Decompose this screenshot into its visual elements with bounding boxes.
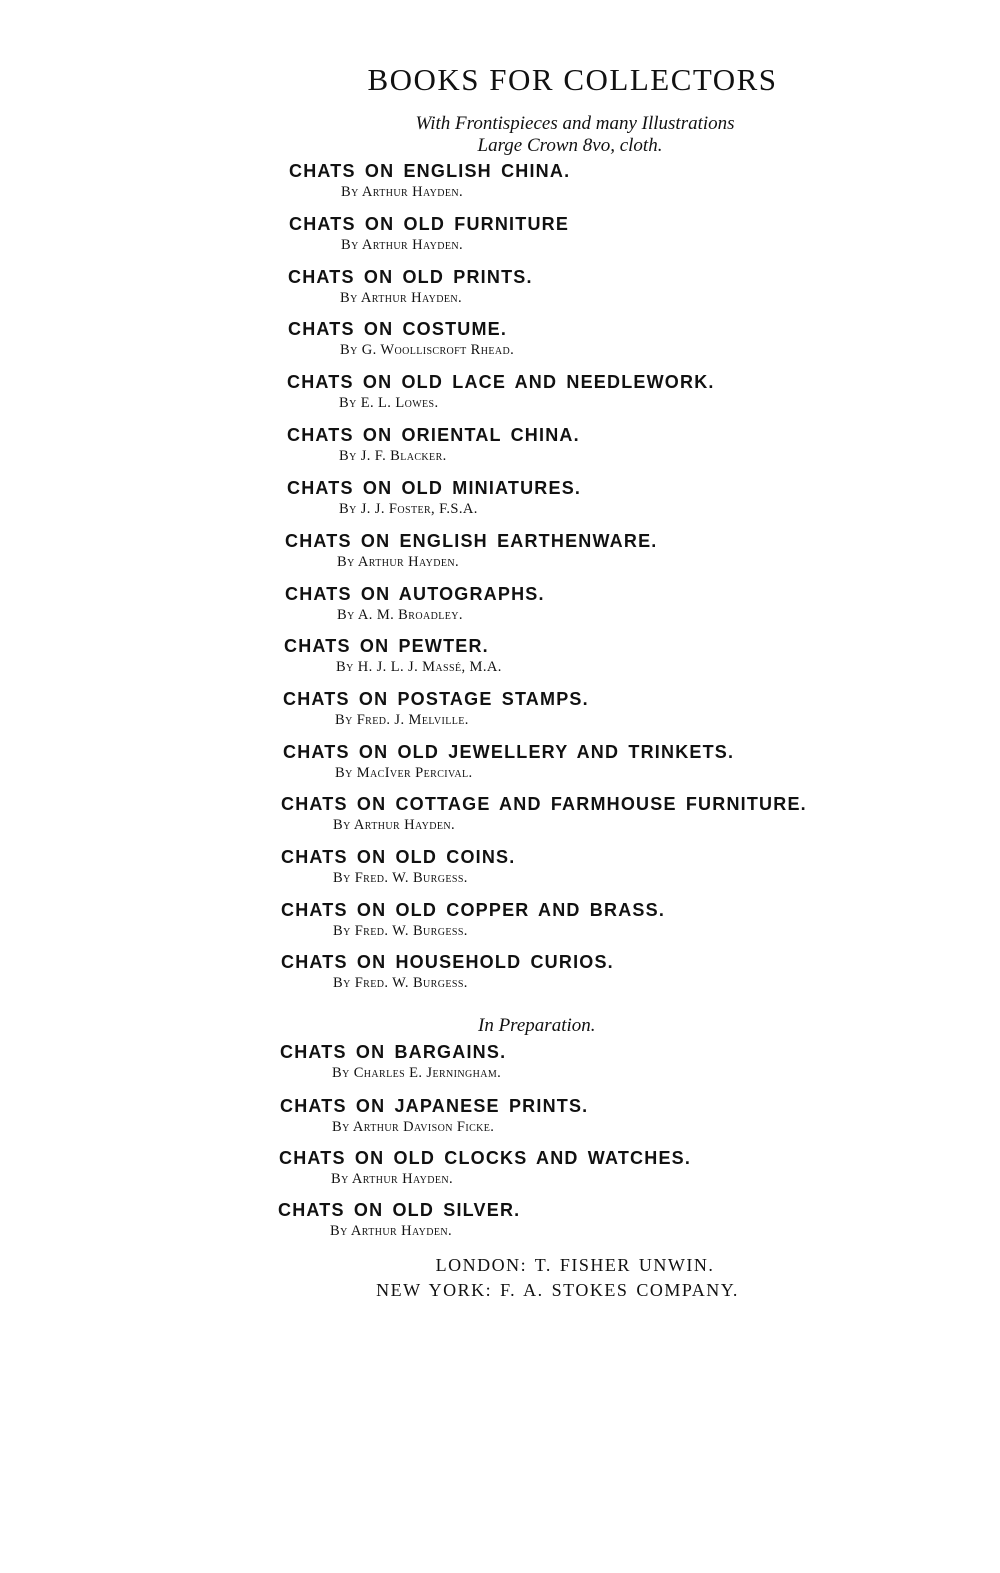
book-title: CHATS ON OLD LACE AND NEEDLEWORK. bbox=[287, 372, 715, 392]
book-entry bbox=[280, 1042, 506, 1082]
book-author: By G. Woolliscroft Rhead. bbox=[340, 342, 515, 358]
book-entry bbox=[289, 161, 570, 201]
book-entry bbox=[289, 214, 569, 254]
book-entry bbox=[281, 952, 614, 992]
book-entry bbox=[283, 689, 589, 729]
book-entry bbox=[281, 794, 807, 834]
book-title: CHATS ON COTTAGE AND FARMHOUSE FURNITURE. bbox=[281, 794, 807, 814]
book-author: By Arthur Hayden. bbox=[341, 237, 464, 253]
book-author: By Arthur Hayden. bbox=[340, 290, 463, 306]
book-entry bbox=[288, 319, 514, 359]
book-entry bbox=[279, 1148, 691, 1188]
book-author: By E. L. Lowes. bbox=[339, 395, 439, 411]
book-entry bbox=[287, 425, 580, 465]
book-title: CHATS ON COSTUME. bbox=[288, 319, 508, 339]
book-title: CHATS ON OLD COPPER AND BRASS. bbox=[281, 900, 666, 920]
book-title: CHATS ON BARGAINS. bbox=[280, 1042, 507, 1062]
book-author: By Arthur Hayden. bbox=[331, 1171, 454, 1187]
book-entry bbox=[278, 1200, 520, 1240]
book-author: By J. F. Blacker. bbox=[339, 448, 447, 464]
book-title: CHATS ON OLD MINIATURES. bbox=[287, 478, 582, 498]
book-title: CHATS ON OLD CLOCKS AND WATCHES. bbox=[279, 1148, 692, 1168]
book-title: CHATS ON AUTOGRAPHS. bbox=[285, 584, 545, 604]
book-entry bbox=[280, 1096, 588, 1136]
publisher-london: LONDON: T. FISHER UNWIN. bbox=[435, 1255, 715, 1275]
book-entry bbox=[287, 372, 715, 412]
book-entry bbox=[281, 847, 515, 887]
book-entry bbox=[283, 742, 734, 782]
book-author: By Arthur Davison Ficke. bbox=[332, 1119, 495, 1135]
book-author: By Fred. W. Burgess. bbox=[333, 870, 468, 886]
book-title: CHATS ON OLD SILVER. bbox=[278, 1200, 521, 1220]
subtitle-illustrations: With Frontispieces and many Illustrations bbox=[415, 113, 735, 134]
book-title: CHATS ON OLD PRINTS. bbox=[288, 267, 533, 287]
book-author: By Fred. W. Burgess. bbox=[333, 975, 468, 991]
book-title: CHATS ON OLD JEWELLERY AND TRINKETS. bbox=[283, 742, 735, 762]
book-entry bbox=[285, 584, 545, 624]
in-preparation-heading: In Preparation. bbox=[478, 1015, 596, 1036]
book-title: CHATS ON PEWTER. bbox=[284, 636, 489, 656]
book-author: By J. J. Foster, F.S.A. bbox=[339, 501, 478, 517]
book-title: CHATS ON OLD COINS. bbox=[281, 847, 516, 867]
book-entry bbox=[288, 267, 533, 307]
book-entry bbox=[287, 478, 581, 518]
book-title: CHATS ON ENGLISH CHINA. bbox=[289, 161, 571, 181]
book-entry bbox=[281, 900, 665, 940]
book-author: By Arthur Hayden. bbox=[341, 184, 464, 200]
book-author: By Arthur Hayden. bbox=[337, 554, 460, 570]
book-title: CHATS ON ORIENTAL CHINA. bbox=[287, 425, 580, 445]
subtitle-format: Large Crown 8vo, cloth. bbox=[477, 135, 663, 156]
book-author: By Fred. J. Melville. bbox=[335, 712, 469, 728]
book-author: By H. J. L. J. Massé, M.A. bbox=[336, 659, 502, 675]
book-author: By Charles E. Jerningham. bbox=[332, 1065, 502, 1081]
book-title: CHATS ON HOUSEHOLD CURIOS. bbox=[281, 952, 614, 972]
book-author: By Arthur Hayden. bbox=[330, 1223, 453, 1239]
book-entry bbox=[285, 531, 657, 571]
book-author: By Arthur Hayden. bbox=[333, 817, 456, 833]
book-entry bbox=[284, 636, 502, 676]
book-title: CHATS ON OLD FURNITURE bbox=[289, 214, 570, 234]
book-title: CHATS ON ENGLISH EARTHENWARE. bbox=[285, 531, 658, 551]
book-title: CHATS ON JAPANESE PRINTS. bbox=[280, 1096, 589, 1116]
book-author: By Fred. W. Burgess. bbox=[333, 923, 468, 939]
book-title: CHATS ON POSTAGE STAMPS. bbox=[283, 689, 589, 709]
publisher-new-york: NEW YORK: F. A. STOKES COMPANY. bbox=[376, 1280, 739, 1300]
page-title: BOOKS FOR COLLECTORS bbox=[367, 62, 778, 97]
book-author: By A. M. Broadley. bbox=[337, 607, 463, 623]
book-author: By MacIver Percival. bbox=[335, 765, 473, 781]
